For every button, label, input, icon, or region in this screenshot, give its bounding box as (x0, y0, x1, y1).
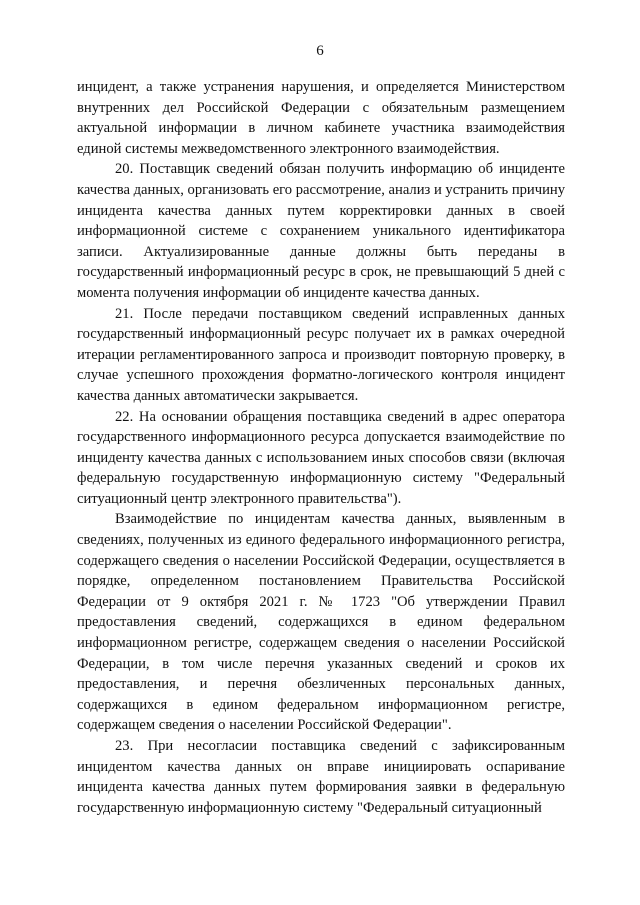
paragraph-continued: инцидент, а также устранения нарушения, и определяется Министерством внутренних дел Российской Федерации с обязательным размещением актуальной информации в личном кабинете участника взаимодействия единой системы межведомственного электронного взаимодействия. (77, 79, 565, 157)
paragraph-21: 21. После передачи поставщиком сведений исправленных данных государственный информационный ресурс получает их в рамках очередной итерации регламентированного запроса и производит повторную проверку, в случае успешного прохождения форматно-логического контроля инцидент качества данных автоматически закрывается. (77, 305, 565, 404)
paragraph-22: 22. На основании обращения поставщика сведений в адрес оператора государственного информационного ресурса допускается взаимодействие по инциденту качества данных с использованием иных способов связи (включая федеральную государственную информационную систему "Федеральный ситуационный центр электронного правительства"). (77, 408, 565, 507)
document-body (77, 77, 565, 818)
paragraph-23: 23. При несогласии поставщика сведений с зафиксированным инцидентом качества данных он вправе инициировать оспаривание инцидента качества данных путем формирования заявки в федеральную государственную информационную систему "Федеральный ситуационный (77, 738, 565, 816)
paragraph-22-interaction: Взаимодействие по инцидентам качества данных, выявленным в сведениях, полученных из единого федерального информационного регистра, содержащего сведения о населении Российской Федерации, осуществляется в порядке, определенном постановлением Правительства Российской Федерации от 9 октября 2021 г. № 1723 "Об утверждении Правил предоставления сведений, содержащихся в едином федеральном информационном регистре, содержащем сведения о населении Российской Федерации, в том числе перечня указанных сведений и сроков их предоставления, и перечня обезличенных персональных данных, содержащихся в едином федеральном информационном регистре, содержащем сведения о населении Российской Федерации". (77, 511, 565, 734)
page-number: 6 (316, 43, 324, 59)
paragraph-20: 20. Поставщик сведений обязан получить информацию об инциденте качества данных, организовать его рассмотрение, анализ и устранить причину инцидента качества данных путем корректировки данных в своей информационной системе с сохранением уникального идентификатора записи. Актуализированные данные должны быть переданы в государственный информационный ресурс в срок, не превышающий 5 дней с момента получения информации об инциденте качества данных. (77, 161, 565, 301)
